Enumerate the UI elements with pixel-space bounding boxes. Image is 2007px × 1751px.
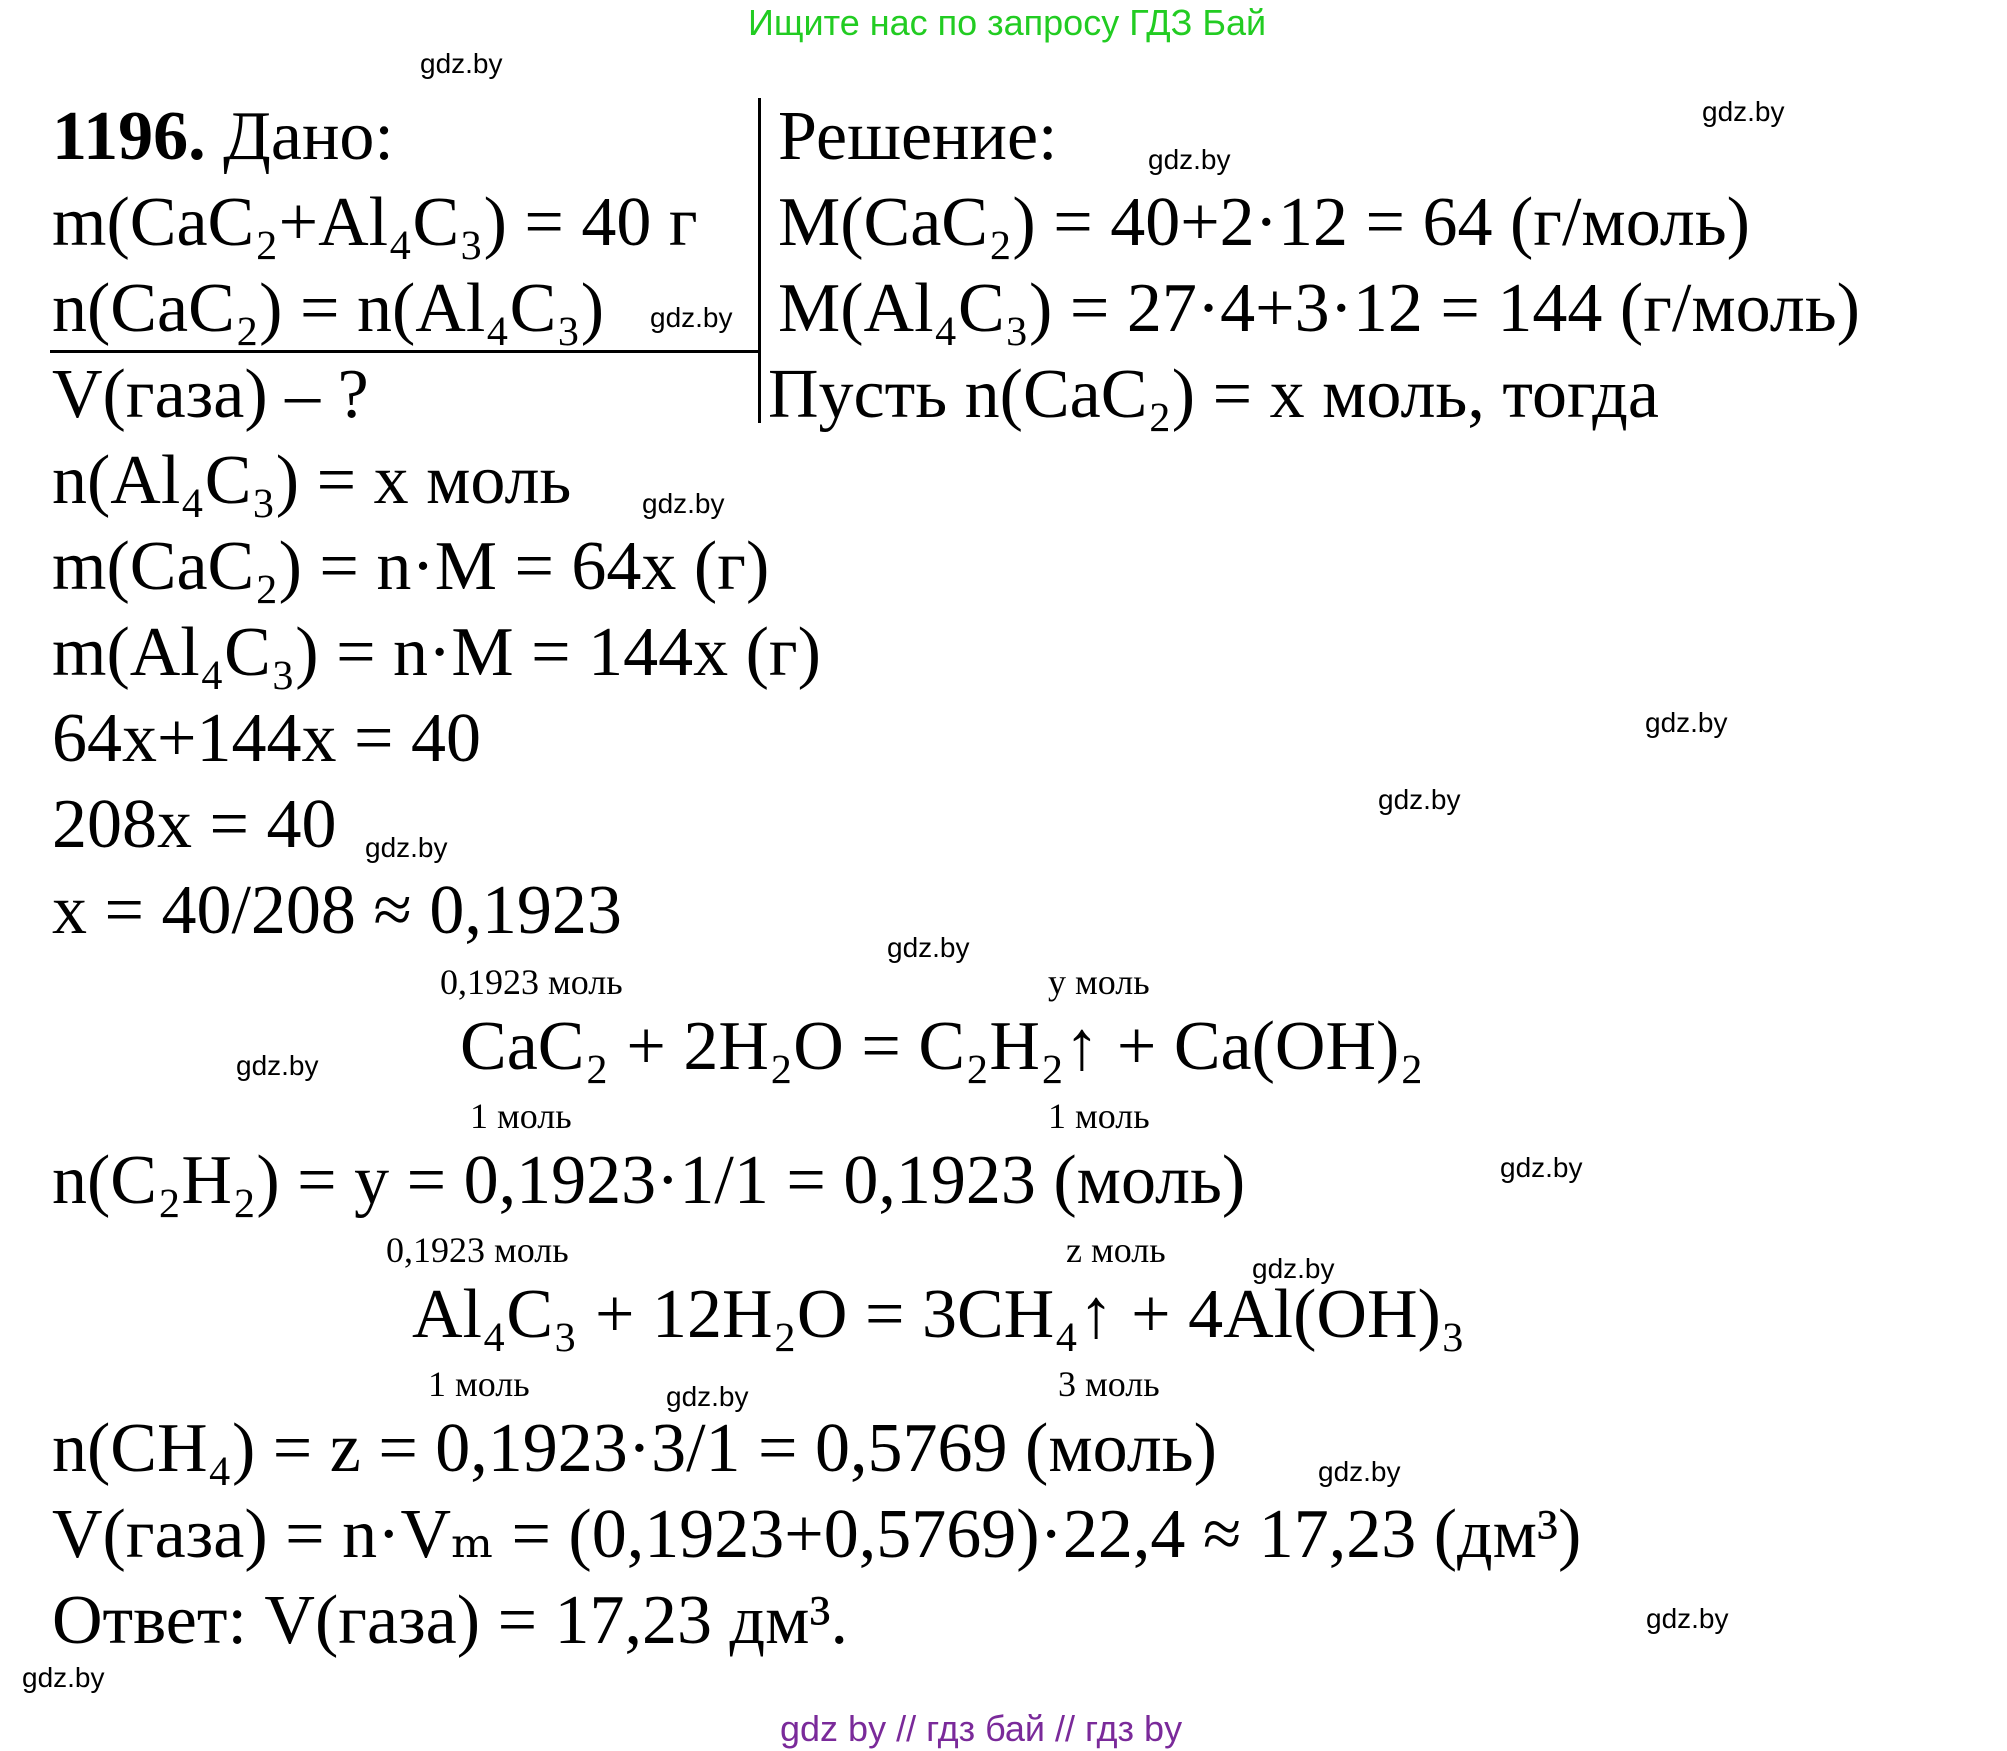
- calc-line: V(газа) = n·Vₘ = (0,1923+0,5769)·22,4 ≈ 17,23 (дм³): [52, 1496, 1582, 1573]
- reaction-annotation: 0,1923 моль: [440, 962, 623, 1002]
- reaction-annotation: 1 моль: [470, 1096, 572, 1136]
- watermark: gdz.by: [1318, 1456, 1401, 1487]
- given-line: n(CaC₂) = n(Al₄C₃): [52, 270, 605, 347]
- watermark: gdz.by: [420, 48, 503, 79]
- watermark: gdz.by: [650, 302, 733, 333]
- reaction-annotation: z моль: [1066, 1230, 1166, 1270]
- calc-line: m(CaC₂) = n·M = 64x (г): [52, 528, 770, 605]
- solution-label: Решение:: [778, 98, 1058, 175]
- top-banner[interactable]: Ищите нас по запросу ГДЗ Бай: [748, 2, 1267, 43]
- reaction-annotation: 1 моль: [1048, 1096, 1150, 1136]
- calc-line: 64x+144x = 40: [52, 700, 481, 777]
- calc-line: n(Al₄C₃) = x моль: [52, 442, 572, 519]
- reaction-equation: CaC₂ + 2H₂O = C₂H₂↑ + Ca(OH)₂: [460, 1008, 1424, 1085]
- reaction-equation: Al₄C₃ + 12H₂O = 3CH₄↑ + 4Al(OH)₃: [412, 1276, 1466, 1353]
- solution-line: M(CaC₂) = 40+2·12 = 64 (г/моль): [778, 184, 1750, 261]
- watermark: gdz.by: [642, 488, 725, 519]
- reaction-annotation: 0,1923 моль: [386, 1230, 569, 1270]
- calc-line: n(C₂H₂) = y = 0,1923·1/1 = 0,1923 (моль): [52, 1142, 1246, 1219]
- given-divider-horizontal: [50, 350, 758, 353]
- problem-header: [52, 98, 394, 175]
- find-line: V(газа) – ?: [52, 356, 369, 433]
- watermark: gdz.by: [1702, 96, 1785, 127]
- watermark: gdz.by: [1378, 784, 1461, 815]
- watermark: gdz.by: [1252, 1253, 1335, 1284]
- watermark: gdz.by: [1645, 707, 1728, 738]
- given-line: m(CaC₂+Al₄C₃) = 40 г: [52, 184, 698, 261]
- calc-line: n(CH₄) = z = 0,1923·3/1 = 0,5769 (моль): [52, 1410, 1217, 1487]
- problem-number: 1196.: [52, 98, 206, 175]
- reaction-annotation: 3 моль: [1058, 1364, 1160, 1404]
- watermark: gdz.by: [1500, 1152, 1583, 1183]
- calc-line: x = 40/208 ≈ 0,1923: [52, 872, 622, 949]
- reaction-annotation: y моль: [1048, 962, 1150, 1002]
- calc-line: 208x = 40: [52, 786, 337, 863]
- solution-line: M(Al₄C₃) = 27·4+3·12 = 144 (г/моль): [778, 270, 1860, 347]
- given-divider-vertical: [758, 98, 761, 423]
- calc-line: m(Al₄C₃) = n·M = 144x (г): [52, 614, 821, 691]
- watermark: gdz.by: [236, 1050, 319, 1081]
- watermark: gdz.by: [22, 1662, 105, 1693]
- solution-line: Пусть n(CaC₂) = x моль, тогда: [768, 356, 1659, 433]
- watermark: gdz.by: [666, 1381, 749, 1412]
- watermark: gdz.by: [1148, 144, 1231, 175]
- given-label: Дано:: [223, 98, 394, 175]
- reaction-annotation: 1 моль: [428, 1364, 530, 1404]
- answer-line: Ответ: V(газа) = 17,23 дм³.: [52, 1582, 848, 1659]
- watermark: gdz.by: [887, 932, 970, 963]
- watermark: gdz.by: [365, 832, 448, 863]
- footer-links[interactable]: gdz by // гдз бай // гдз by: [780, 1708, 1183, 1749]
- watermark: gdz.by: [1646, 1603, 1729, 1634]
